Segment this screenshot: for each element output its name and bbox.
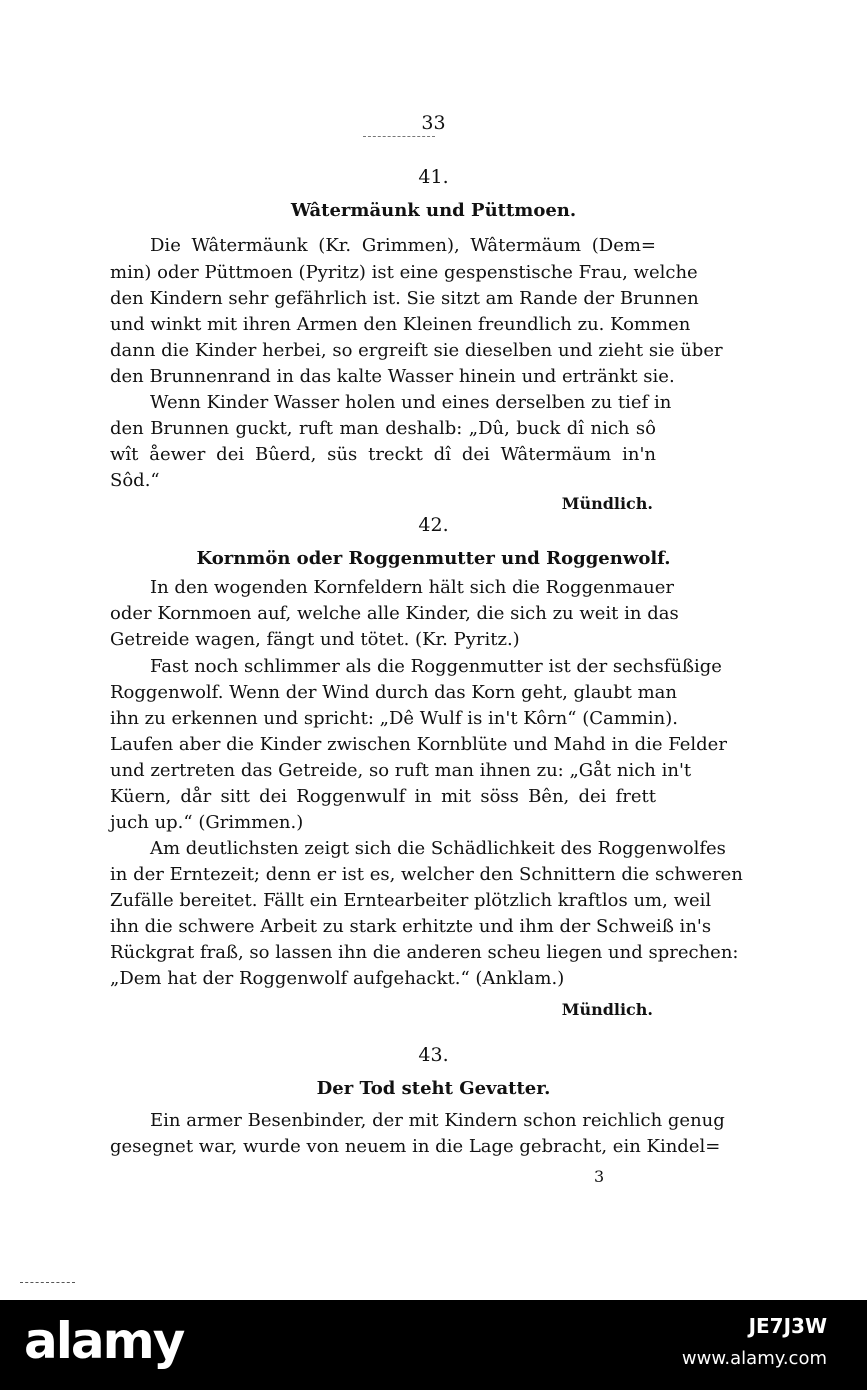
section-41-line: min) oder Püttmoen (Pyritz) ist eine gespenstische Frau, welche xyxy=(110,262,698,283)
section-42-source: Mündlich. xyxy=(561,1000,653,1019)
section-42-line: und zertreten das Getreide, so ruft man ihnen zu: „Gåt nich in't xyxy=(110,760,692,781)
section-43-line: gesegnet war, wurde von neuem in die Lage gebracht, ein Kindel= xyxy=(110,1136,721,1157)
scan-edge-mark xyxy=(20,1282,75,1283)
section-42-line: „Dem hat der Roggenwolf aufgehackt.“ (Anklam.) xyxy=(110,968,565,989)
section-42-line: in der Erntezeit; denn er ist es, welcher den Schnittern die schweren xyxy=(110,864,743,885)
section-42-line: Küern, dår sitt dei Roggenwulf in mit söss Bên, dei frett xyxy=(110,786,656,807)
section-43-line: Ein armer Besenbinder, der mit Kindern schon reichlich genug xyxy=(150,1110,725,1131)
section-42-line: Am deutlichsten zeigt sich die Schädlichkeit des Roggenwolfes xyxy=(150,838,726,859)
section-43-number: 43. xyxy=(418,1044,449,1066)
section-41-line: Die Wâtermäunk (Kr. Grimmen), Wâtermäum (Dem= xyxy=(150,235,656,256)
section-41-line: und winkt mit ihren Armen den Kleinen freundlich zu. Kommen xyxy=(110,314,691,335)
section-41-line: den Brunnen guckt, ruft man deshalb: „Dû, buck dî nich sô xyxy=(110,418,656,439)
section-42-line: Laufen aber die Kinder zwischen Kornblüte und Mahd in die Felder xyxy=(110,734,727,755)
section-42-line: oder Kornmoen auf, welche alle Kinder, die sich zu weit in das xyxy=(110,603,679,624)
sheet-signature-mark: 3 xyxy=(594,1167,605,1186)
section-41-line: Wenn Kinder Wasser holen und eines derselben zu tief in xyxy=(150,392,672,413)
section-42-line: ihn die schwere Arbeit zu stark erhitzte und ihm der Schweiß in's xyxy=(110,916,712,937)
section-41-title: Wâtermäunk und Püttmoen. xyxy=(290,200,577,221)
section-42-title: Kornmön oder Roggenmutter und Roggenwolf. xyxy=(196,548,671,569)
section-42-line: juch up.“ (Grimmen.) xyxy=(110,812,304,833)
section-42-line: Zufälle bereitet. Fällt ein Erntearbeiter plötzlich kraftlos um, weil xyxy=(110,890,712,911)
page-number-rule xyxy=(363,136,435,137)
banner-url: www.alamy.com xyxy=(681,1348,827,1369)
alamy-logo: alamy xyxy=(24,1312,184,1370)
section-41-line: dann die Kinder herbei, so ergreift sie dieselben und zieht sie über xyxy=(110,340,723,361)
section-41-source: Mündlich. xyxy=(561,494,653,513)
section-42-line: Rückgrat fraß, so lassen ihn die anderen scheu liegen und sprechen: xyxy=(110,942,739,963)
section-41-number: 41. xyxy=(418,166,449,188)
section-42-line: Roggenwolf. Wenn der Wind durch das Korn geht, glaubt man xyxy=(110,682,677,703)
image-id: JE7J3W xyxy=(748,1314,827,1338)
section-41-line: den Kindern sehr gefährlich ist. Sie sitzt am Rande der Brunnen xyxy=(110,288,699,309)
page-number: 33 xyxy=(421,112,446,134)
section-43-title: Der Tod steht Gevatter. xyxy=(316,1078,551,1099)
section-41-line: den Brunnenrand in das kalte Wasser hinein und ertränkt sie. xyxy=(110,366,675,387)
section-42-line: Getreide wagen, fängt und tötet. (Kr. Pyritz.) xyxy=(110,629,520,650)
section-41-line: Sôd.“ xyxy=(110,470,160,491)
section-41-line: wît åewer dei Bûerd, süs treckt dî dei Wâtermäum in'n xyxy=(110,444,656,465)
section-42-line: ihn zu erkennen und spricht: „Dê Wulf is in't Kôrn“ (Cammin). xyxy=(110,708,678,729)
section-42-number: 42. xyxy=(418,514,449,536)
stock-watermark-banner xyxy=(0,1300,867,1390)
section-42-line: In den wogenden Kornfeldern hält sich die Roggenmauer xyxy=(150,577,674,598)
section-42-line: Fast noch schlimmer als die Roggenmutter ist der sechsfüßige xyxy=(150,656,722,677)
